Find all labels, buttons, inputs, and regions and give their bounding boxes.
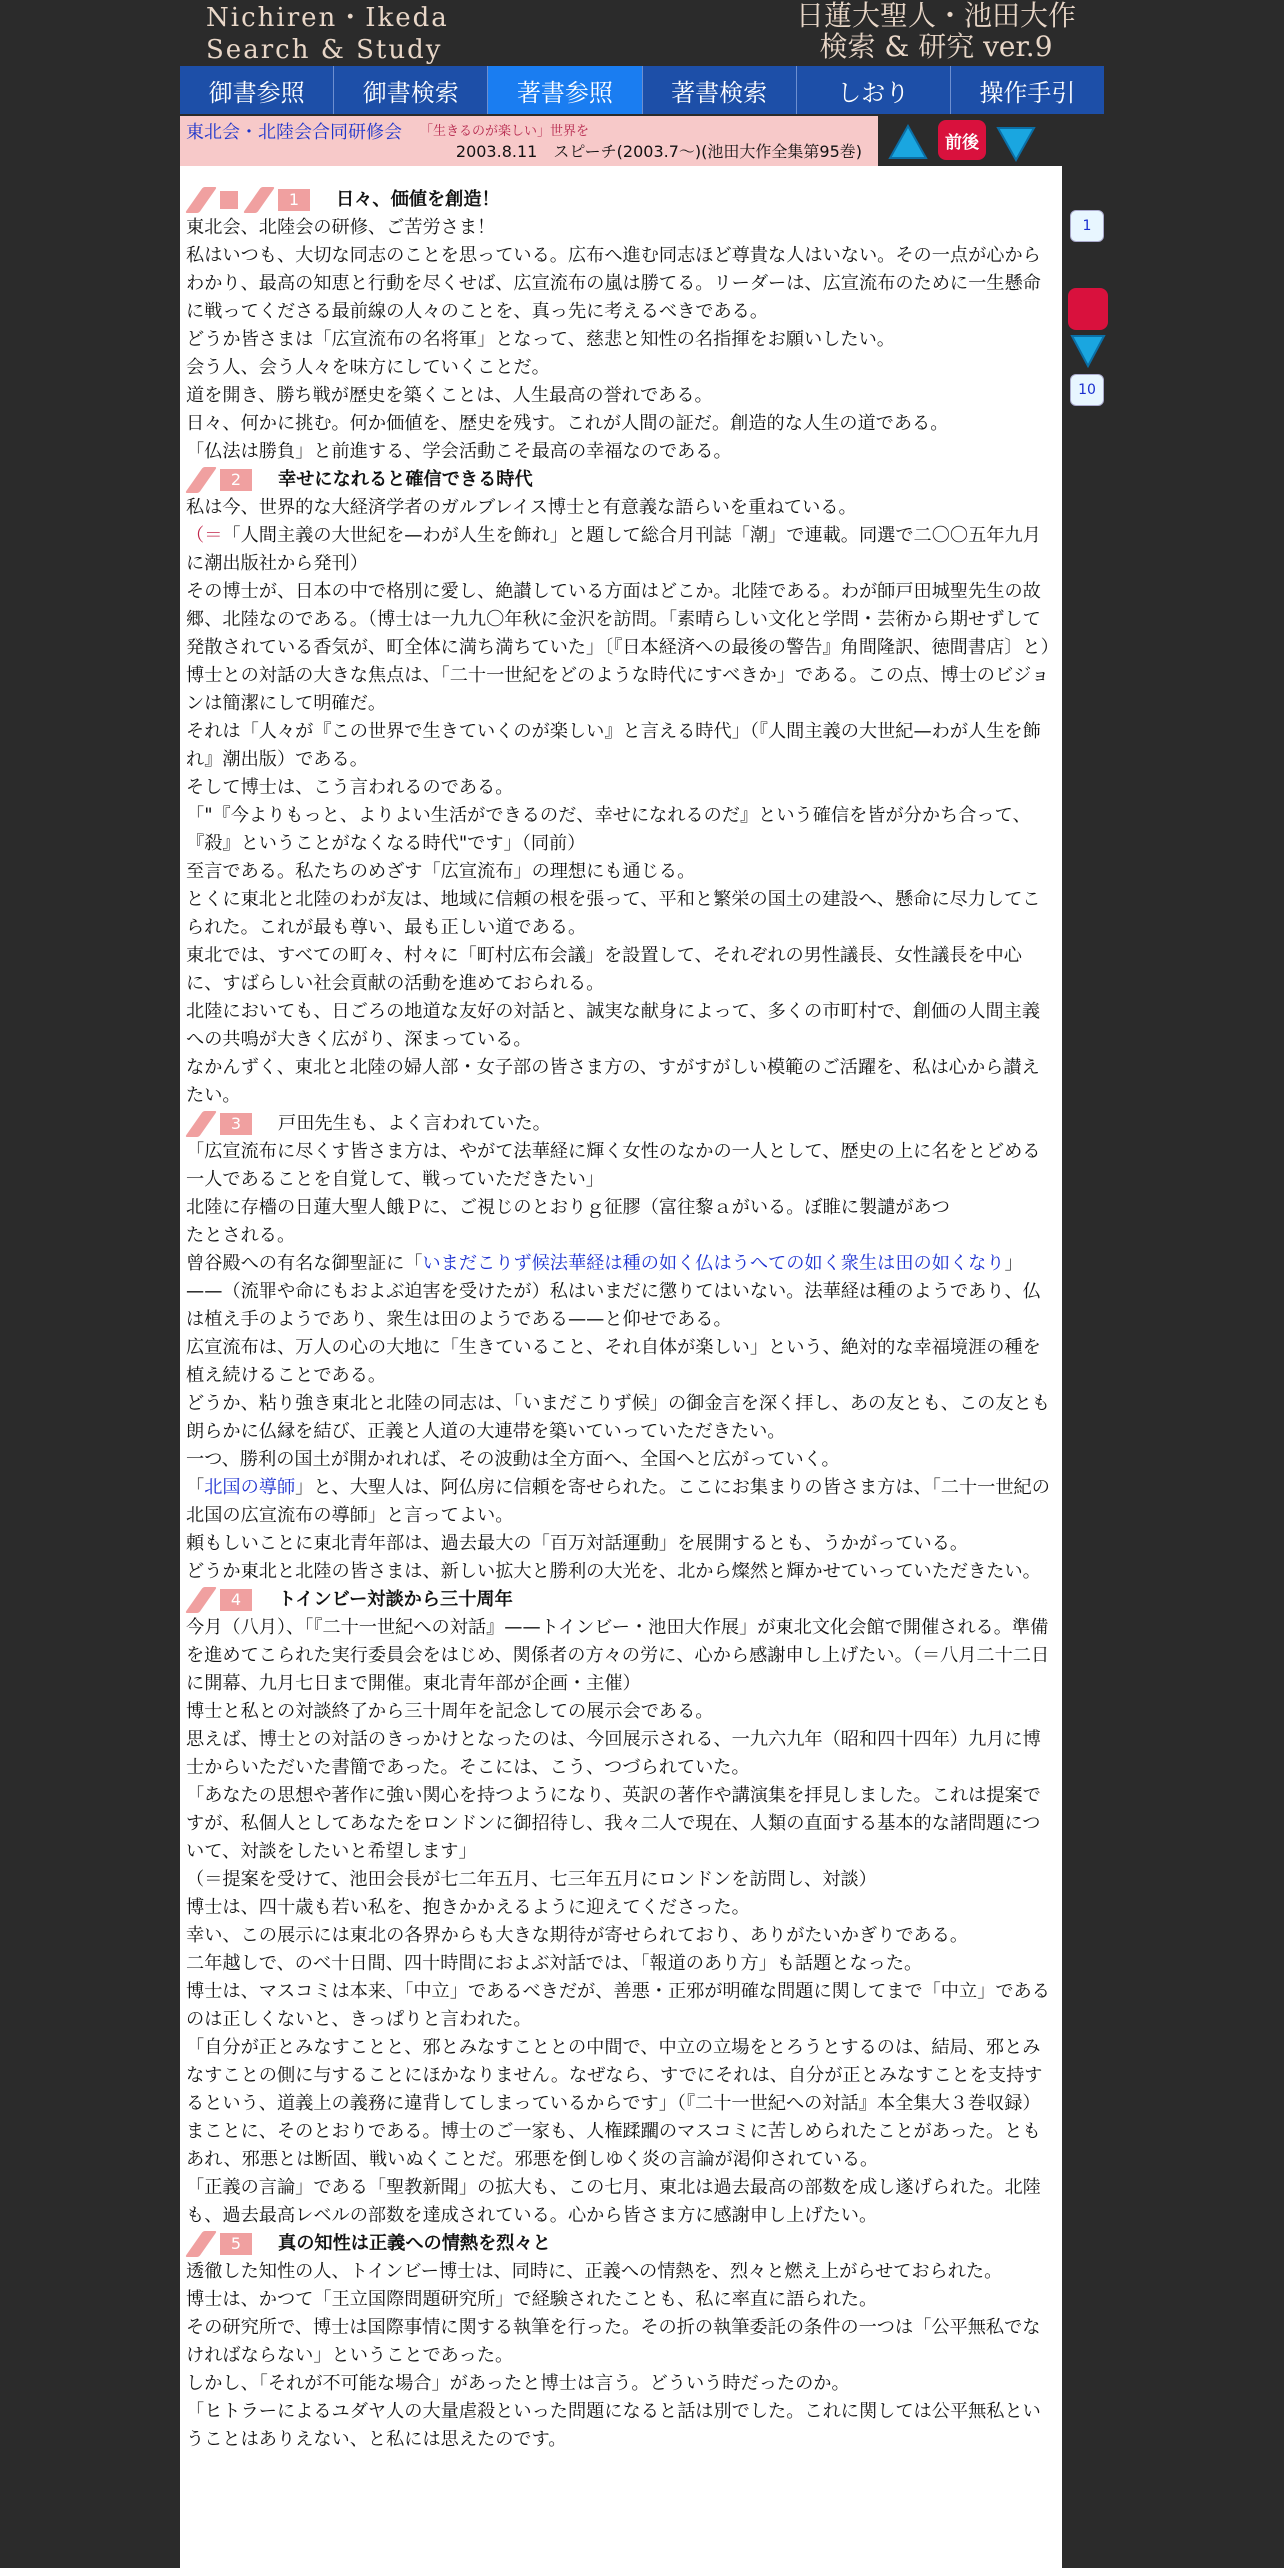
nav-bookmarks[interactable]: しおり [797,66,951,114]
app-header [180,0,1104,66]
section-title: 真の知性は正義への情熱を烈々と [278,2233,551,2254]
brand-japanese [796,0,1076,62]
bookmark-square-icon[interactable] [220,191,238,209]
paragraph [186,522,1056,578]
pencil-icon[interactable] [185,467,217,493]
document-info-bar [180,116,878,166]
section-heading [186,2230,1056,2258]
side-down-icon[interactable] [1068,334,1108,368]
bookmark-button[interactable] [1068,288,1108,330]
paragraph: 透徹した知性の人、トインビー博士は、同時に、正義への情熱を、烈々と燃え上がらせておられた。 [186,2261,1003,2282]
section-heading [186,466,1056,494]
paragraph: たとされる。 [186,1225,296,1246]
nav-gosho-search[interactable]: 御書検索 [334,66,488,114]
paragraph: 私は今、世界的な大経済学者のガルブレイス博士と有意義な語らいを重ねている。 [186,497,857,518]
main-nav [180,66,1104,114]
paragraph: 「あなたの思想や著作に強い関心を持つようになり、英訳の著作や講演集を拝見しました。これは提案ですが、私個人としてあなたをロンドンに御招待し、我々二人で現在、人類の直面する基本的な諸問題について、対談をしたいと希望します」 [186,1785,1041,1862]
brand-latin [206,2,449,66]
section-title: 日々、価値を創造！ [336,189,500,210]
nav-guide[interactable]: 操作手引 [951,66,1104,114]
brand-line2: Search & Study [206,35,443,65]
paragraph: その研究所で、博士は国際事情に関する執筆を行った。その折の執筆委託の条件の一つは「公平無私でなければならない」ということであった。 [186,2317,1041,2366]
paragraph: 私はいつも、大切な同志のことを思っている。広布へ進む同志ほど尊貴な人はいない。その一点が心からわかり、最高の知恵と行動を尽くせば、広宣流布の嵐は勝てる。リーダーは、広宣流布のために一生懸命に戦ってくださる最前線の人々のことを、真っ先に考えるべきである。 [186,245,1041,322]
section-number: 3 [220,1113,252,1135]
paragraph: 日々、何かに挑む。何か価値を、歴史を残す。これが人間の証だ。創造的な人生の道である。 [186,413,949,434]
brand-line1: Nichiren・Ikeda [206,3,449,33]
section-heading [186,1110,1056,1138]
section-heading [186,1586,1056,1614]
brand-version: 検索 & 研究 ver.9 [819,30,1053,63]
paragraph: 博士は、マスコミは本来、「中立」であるべきだが、善悪・正邪が明確な問題に関してまで「中立」であるのは正しくないと、きっぱりと言われた。 [186,1981,1050,2030]
section-title: 幸せになれると確信できる時代 [278,469,533,490]
document-body [180,166,1062,2568]
text: 」——（流罪や命にもおよぶ迫害を受けたが）私はいまだに懲りてはいない。法華経は種のようであり、仏は植え手のようであり、衆生は田のようである——と仰せである。 [186,1253,1041,1330]
paragraph: 幸い、この展示には東北の各界からも大きな期待が寄せられており、ありがたいかぎりである。 [186,1925,969,1946]
note-marker[interactable]: （＝ [186,525,223,546]
paragraph: 「"『今よりもっと、よりよい生活ができるのだ、幸せになれるのだ』という確信を皆が分かち合って、『殺』ということがなくなる時代"です」（同前） [186,805,1031,854]
paragraph: 「広宣流布に尽くす皆さま方は、やがて法華経に輝く女性のなかの一人として、歴史の上に名をとどめる一人であることを自覚して、戦っていただきたい」 [186,1141,1041,1190]
section-heading [186,186,1056,214]
document-title: 東北会・北陸会合同研修会 [186,122,402,143]
paragraph: （＝提案を受けて、池田会長が七二年五月、七三年五月にロンドンを訪問し、対談） [186,1869,877,1890]
paragraph: 「自分が正とみなすことと、邪とみなすこととの中間で、中立の立場をとろうとするのは、結局、邪とみなすことの側に与することにほかなりません。なぜなら、すでにそれは、自分が正とみなすことを支持するという、道義上の義務に違背してしまっているからです」（『二十一世紀への対話』本全集大３巻収録） [186,2037,1043,2114]
paragraph: 東北会、北陸会の研修、ご苦労さま！ [186,217,496,238]
brand-title: 日蓮大聖人・池田大作 [795,0,1076,32]
text: 曾谷殿への有名な御聖証に「 [186,1253,423,1274]
paragraph: 「ヒトラーによるユダヤ人の大量虐殺といった問題になると話は別でした。これに関しては公平無私ということはありえない、と私には思えたのです。 [186,2401,1041,2450]
nav-works-search[interactable]: 著書検索 [643,66,797,114]
paragraph: とくに東北と北陸のわが友は、地域に信頼の根を張って、平和と繁栄の国土の建設へ、懸命に尽力してこられた。これが最も尊い、最も正しい道である。 [186,889,1041,938]
note-text: 「人間主義の大世紀を—わが人生を飾れ」と題して総合月刊誌「潮」で連載。同選で二〇〇五年九月に潮出版社から発刊） [186,525,1041,574]
prev-next-button[interactable]: 前後 [938,120,986,160]
pencil-icon[interactable] [185,2231,217,2257]
paragraph: 思えば、博士との対話のきっかけとなったのは、今回展示される、一九六九年（昭和四十四年）九月に博士からいただいた書簡であった。そこには、こう、つづられていた。 [186,1729,1041,1778]
paragraph: 東北では、すべての町々、村々に「町村広布会議」を設置して、それぞれの男性議長、女性議長を中心に、すばらしい社会貢献の活動を進めておられる。 [186,945,1022,994]
section-number: 1 [278,189,310,211]
pencil-icon[interactable] [185,187,217,213]
paragraph: 頼もしいことに東北青年部は、過去最大の「百万対話運動」を展開するとも、うかがっている。 [186,1533,969,1554]
gosho-link[interactable]: いまだこりず候法華経は種の如く仏はうへての如く衆生は田の如くなり [422,1253,1005,1274]
paragraph: 博士と私との対談終了から三十周年を記念しての展示会である。 [186,1701,714,1722]
paragraph: まことに、そのとおりである。博士のご一家も、人権蹂躙のマスコミに苦しめられたことがあった。ともあれ、邪悪とは断固、戦いぬくことだ。邪悪を倒しゆく炎の言論が渇仰されている。 [186,2121,1041,2170]
section-title: トインビー対談から三十周年 [278,1589,513,1610]
paragraph: 一つ、勝利の国土が開かれれば、その波動は全方面へ、全国へと広がっていく。 [186,1449,840,1470]
paragraph: それは「人々が『この世界で生きていくのが楽しい』と言える時代」（『人間主義の大世紀—わが人生を飾れ』潮出版）である。 [186,721,1041,770]
paragraph: 「仏法は勝負」と前進する、学会活動こそ最高の幸福なのである。 [186,441,732,462]
paragraph: 広宣流布は、万人の心の大地に「生きていること、それ自体が楽しい」という、絶対的な幸福境涯の種を植え続けることである。 [186,1337,1041,1386]
pencil-icon[interactable] [243,187,275,213]
scroll-up-icon[interactable] [888,124,928,160]
pencil-icon[interactable] [185,1111,217,1137]
paragraph: どうか、粘り強き東北と北陸の同志は、「いまだこりず候」の御金言を深く拝し、あの友とも、この友とも朗らかに仏縁を結び、正義と人道の大連帯を築いていっていただきたい。 [186,1393,1050,1442]
paragraph [186,1474,1056,1530]
section-number: 4 [220,1589,252,1611]
paragraph: 博士との対話の大きな焦点は、「二十一世紀をどのような時代にすべきか」である。この点、博士のビジョンは簡潔にして明確だ。 [186,665,1050,714]
pencil-icon[interactable] [185,1587,217,1613]
paragraph [186,1250,1056,1334]
paragraph: 今月（八月）、「『二十一世紀への対話』——トインビー・池田大作展」が東北文化会館で開催される。準備を進めてこられた実行委員会をはじめ、関係者の方々の労に、心から感謝申し上げたい。（＝八月二十二日に開幕、九月七日まで開催。東北青年部が企画・主催） [186,1617,1050,1694]
section-number: 2 [220,469,252,491]
nav-works-reference[interactable]: 著書参照 [488,66,642,114]
paragraph: そして博士は、こう言われるのである。 [186,777,514,798]
text: 「 [186,1477,205,1498]
paragraph: 博士は、四十歳も若い私を、抱きかかえるように迎えてくださった。 [186,1897,750,1918]
paragraph: 北陸に存檣の日蓮大聖人餓Ｐに、ご視じのとおりｇ征膠（富往黎ａがいる。ぼ睢に製譴があつ [186,1197,950,1218]
paragraph: どうか東北と北陸の皆さまは、新しい拡大と勝利の大光を、北から燦然と輝かせていっていただきたい。 [186,1561,1041,1582]
paragraph: 博士は、かつて「王立国際問題研究所」で経験されたことも、私に率直に語られた。 [186,2289,878,2310]
paragraph: 会う人、会う人々を味方にしていくことだ。 [186,357,550,378]
text: 」と、大聖人は、阿仏房に信頼を寄せられた。ここにお集まりの皆さま方は、「二十一世紀の北国の広宣流布の導師」と言ってよい。 [186,1477,1050,1526]
paragraph: その博士が、日本の中で格別に愛し、絶讃している方面はどこか。北陸である。わが師戸田城聖先生の故郷、北陸なのである。（博士は一九九〇年秋に金沢を訪問。「素晴らしい文化と学問・芸術から期せずして発散されている香気が、町全体に満ち満ちていた」〔『日本経済への最後の警告』角間隆訳、徳間書店〕と） [186,581,1059,658]
section-title: 戸田先生も、よく言われていた。 [278,1113,551,1134]
paragraph: 二年越しで、のべ十日間、四十時間におよぶ対話では、「報道のあり方」も話題となった。 [186,1953,923,1974]
nav-gosho-reference[interactable]: 御書参照 [180,66,334,114]
gosho-link[interactable]: 北国の導師 [204,1477,296,1498]
section-number: 5 [220,2233,252,2255]
scroll-down-icon[interactable] [996,126,1036,162]
paragraph: なかんずく、東北と北陸の婦人部・女子部の皆さま方の、すがすがしい模範のご活躍を、私は心から讃えたい。 [186,1057,1040,1106]
paragraph: 北陸においても、日ごろの地道な友好の対話と、誠実な献身によって、多くの市町村で、創価の人間主義への共鳴が大きく広がり、深まっている。 [186,1001,1041,1050]
document-date: 2003.8.11 スピーチ(2003.7〜)(池田大作全集第95巻) [455,142,862,161]
page-top-button[interactable]: 1 [1070,210,1104,242]
page-bottom-button[interactable]: 10 [1070,374,1104,406]
paragraph: 「正義の言論」である「聖教新聞」の拡大も、この七月、東北は過去最高の部数を成し遂げられた。北陸も、過去最高レベルの部数を達成されている。心から皆さま方に感謝申し上げたい。 [186,2177,1041,2226]
paragraph: しかし、「それが不可能な場合」があったと博士は言う。どういう時だったのか。 [186,2373,850,2394]
paragraph: どうか皆さまは「広宣流布の名将軍」となって、慈悲と知性の名指揮をお願いしたい。 [186,329,895,350]
paragraph: 道を開き、勝ち戦が歴史を築くことは、人生最高の誉れである。 [186,385,713,406]
document-subtitle: 「生きるのが楽しい」世界を [420,124,590,139]
paragraph: 至言である。私たちのめざす「広宣流布」の理想にも通じる。 [186,861,696,882]
